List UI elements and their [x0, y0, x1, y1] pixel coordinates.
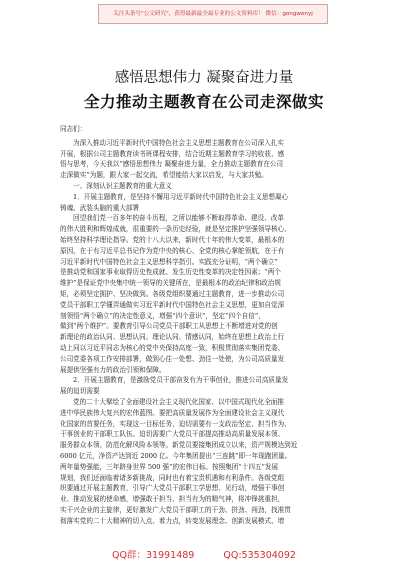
- body-line: 悟与思考，今天我以“感悟思想伟力 凝聚奋进力量，全力推动主题教育在公司: [60, 160, 284, 169]
- promo-banner: 关注头条号"公文研究"，获得最新最全最专业的公文资料库！ 微信：gongwenyj: [98, 4, 328, 24]
- body-line: 展提供坚强有力的政治引领和保障。: [60, 365, 166, 374]
- body-line: 刻领悟“两个确立”的决定性意义，增强“四个意识”，坚定“四个自信”，: [60, 311, 265, 320]
- body-line: 动上同以习近平同志为核心的党中央保持高度一致，积极贯彻落实集团党委、: [60, 343, 285, 352]
- body-line: 干事创业的干部职工队伍。迫切需要广大党员干部提高推动高质量发展本领、: [60, 430, 285, 439]
- salutation: 同志们：: [60, 125, 87, 133]
- body-line: 业、推动发展的使命感，增强敢于担当、担当有为的精气神，将冲锋挑重担，: [60, 495, 285, 504]
- body-line: 彻落实党的二十大精神的切入点、着力点，转变发展理念、创新发展模式、增: [60, 516, 285, 525]
- body-line: 习近平新时代中国特色社会主义思想科学指引。实践充分证明，“两个确立”: [60, 257, 278, 266]
- body-line: 进中华民族伟大复兴的宏伟蓝图。要把高质量发展作为全面建设社会主义现代: [60, 408, 285, 417]
- document-subtitle: 全力推动主题教育在公司走深做实: [83, 92, 324, 111]
- body-line: 维护”是保证党中央集中统一领导的关键所在，是最根本的政治纪律和政治规: [60, 279, 281, 288]
- body-line: 6000 亿元，净资产达到近 2000 亿。今年集团提出“三连跳”即一年现跑团量。: [60, 451, 292, 460]
- body-line: 始终坚持科学理论指导。党的十八大以来，新时代十年的伟大变革，最根本的: [60, 235, 285, 244]
- body-line: 党员干部职工学懂弄通做实习近平新时代中国特色社会主义思想，更加自觉深: [60, 300, 285, 309]
- contact-footer: [0, 547, 408, 561]
- section-heading-line: 一、深刻认识主题教育的重大意义: [73, 181, 172, 190]
- body-line: 为深入推动习近平新时代中国特色社会主义思想主题教育在公司深入扎实: [73, 138, 284, 147]
- body-line: 新理论的政治认同、思想认同、理论认同、情感认同，始终在思想上政治上行: [60, 333, 285, 342]
- body-line: 的伟大胜利和辉煌成就，很重要的一条历史经验，就是坚定推护坚强领导核心、: [60, 225, 291, 234]
- body-line: 矩，必须坚定拥护、坚决做到。各级党组织要通过主题教育，进一步推动公司: [60, 289, 285, 298]
- body-line: 服务群众本领、防范化解风险本领等。新党员要接集团成立以来，资产规模达到近: [60, 441, 298, 450]
- body-line: 两年量势强能，三年跻身世界 500 强”的宏伟目标。按照集团“十四五”发展: [60, 462, 279, 471]
- section-heading-line: 2．开展主题教育，是激励党员干部奋发有为干事创业，推进公司高质量发: [73, 376, 289, 385]
- body-line: 化国家的首要任务，实现这一目标任务，迫切需要有一支政治坚定、担当作为、: [60, 419, 291, 428]
- document-title: 感悟思想伟力 凝聚奋进力量: [114, 70, 294, 86]
- speech-body: [60, 124, 357, 526]
- body-line: 是推动党和国家事业取得历史性成就、发生历史性变革的决定性因素；“两个: [60, 268, 281, 277]
- body-line: 实干兴企业的主旋律，更好激发广大党员干部职工的干劲、拼劲、闯劲，找准贯: [60, 505, 291, 514]
- body-line: 做到“两个维护”。要教育引导公司党员干部职工从思想上不断增进对党的创: [60, 322, 278, 331]
- body-line: 回望我们党一百多年的奋斗历程，之所以能够不断取得革命、建设、改革: [73, 214, 284, 223]
- body-line: 展的迫切需要: [60, 387, 100, 396]
- section-heading-line: 1．开展主题教育，是坚持不懈用习近平新时代中国特色社会主义思想凝心: [73, 192, 289, 201]
- body-line: 走深做实”为题，跟大家一起交流，希望能给大家以启发，与大家共勉。: [60, 171, 268, 180]
- body-line: 织要通过开展主题教育，引导广大党员干部职工学思想、见行动，增强干事创: [60, 484, 285, 493]
- qq-group: QQ群：31991489: [112, 550, 195, 561]
- qq-number: QQ:535304092: [223, 550, 296, 561]
- body-line: 党的二十大擘绘了全面建设社会主义现代化国家、以中国式现代化全面推: [73, 397, 284, 406]
- body-line: 铸魂、武装头脑的重大部署: [60, 203, 140, 212]
- body-line: 原因，在于有习近平总书记作为党中央的核心、全党的核心掌舵领航，在于有: [60, 246, 285, 255]
- body-line: 公司党委各项工作安排部署，做到心往一处想、劲往一处使，为公司高质量发: [60, 354, 285, 363]
- body-line: 规划，我们还面临着诸多新挑战，同时也有着宝贵机遇和有利条件。各级党组: [60, 473, 285, 482]
- body-line: 开展，根据公司主题教育读书班课程安排，结合近期主题教育学习的收获、感: [60, 149, 285, 158]
